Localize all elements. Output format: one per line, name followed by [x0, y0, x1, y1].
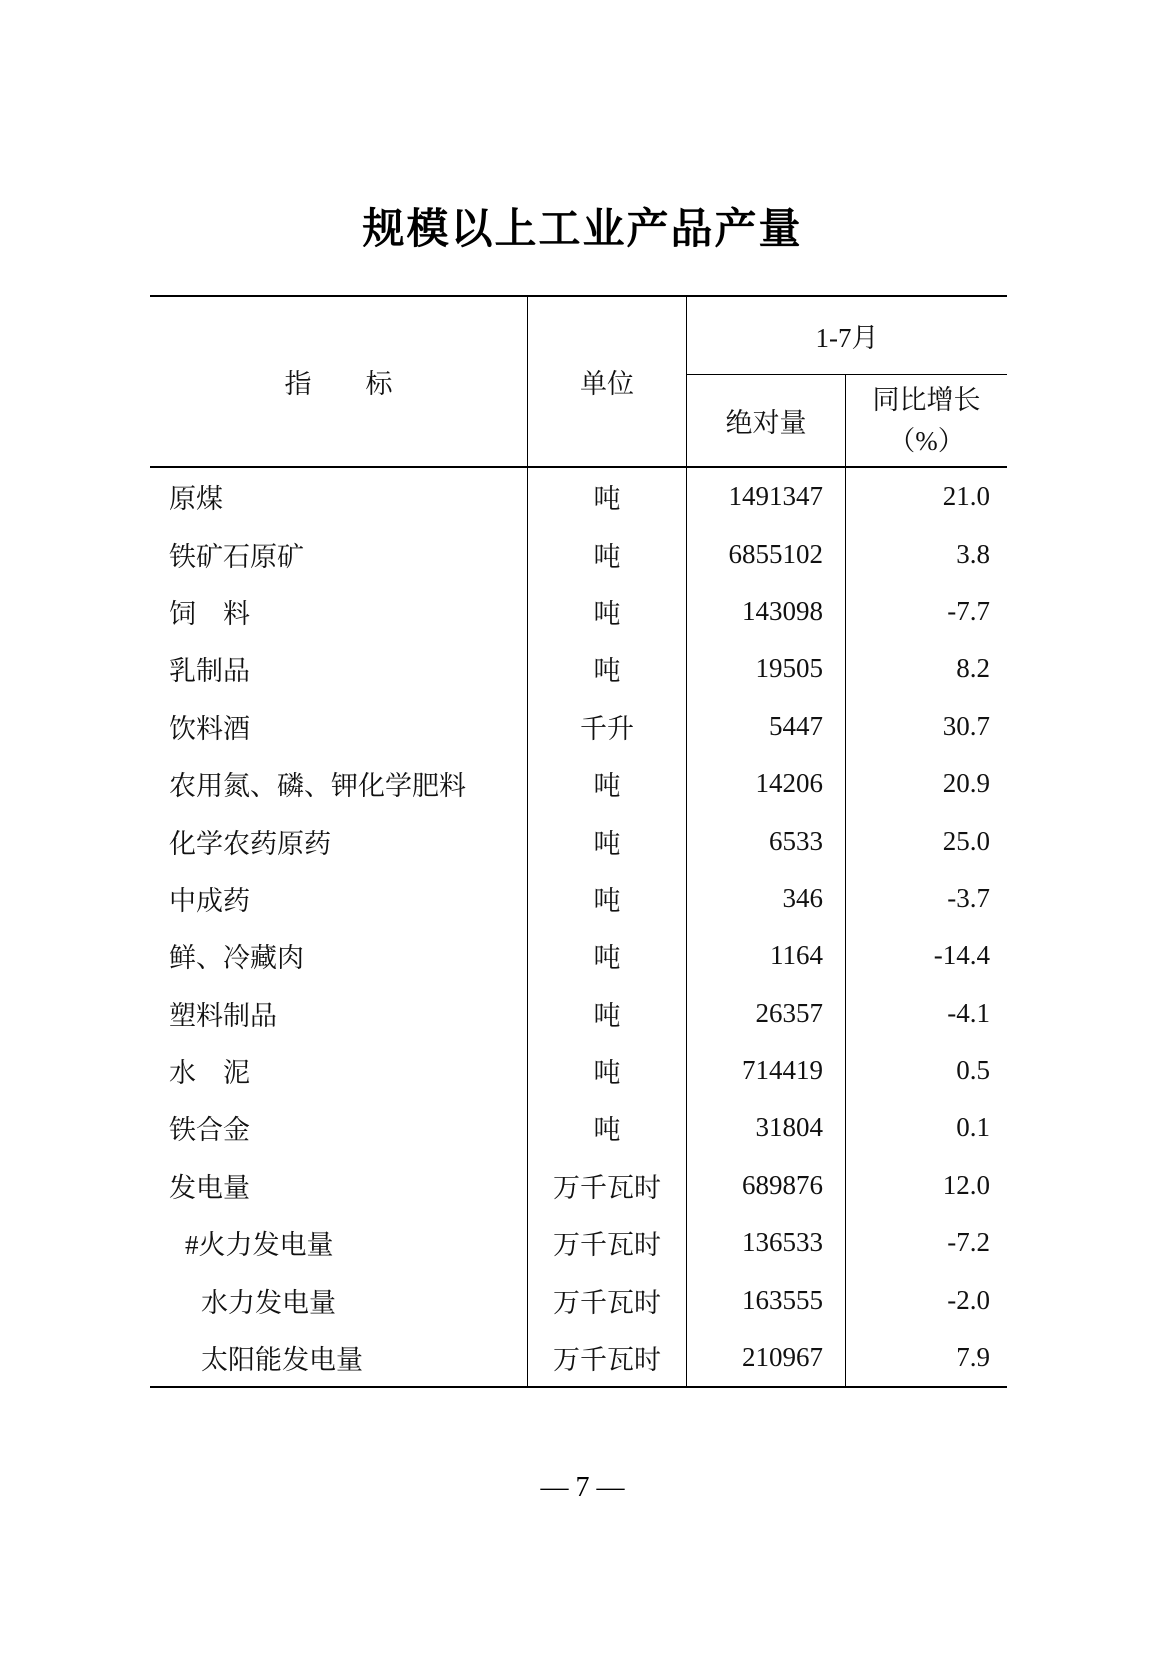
- row-indicator: 饲 料: [150, 583, 528, 640]
- row-indicator: 太阳能发电量: [150, 1329, 528, 1386]
- row-absolute-quantity: 19505: [687, 640, 846, 697]
- row-unit: 吨: [528, 583, 687, 640]
- row-unit: 吨: [528, 870, 687, 927]
- row-indicator: 化学农药原药: [150, 812, 528, 869]
- row-unit: 吨: [528, 1099, 687, 1156]
- row-yoy-growth: -14.4: [933, 940, 990, 971]
- table-row: [150, 1157, 1007, 1214]
- table-row: [150, 1099, 1007, 1156]
- row-unit: 吨: [528, 1042, 687, 1099]
- page-title: 规模以上工业产品产量: [362, 205, 803, 252]
- row-indicator: 水 泥: [150, 1042, 528, 1099]
- table-row: [150, 698, 1007, 755]
- table-row: [150, 927, 1007, 984]
- row-indicator: 鲜、冷藏肉: [150, 927, 528, 984]
- table-row: [150, 640, 1007, 697]
- row-absolute-quantity: 163555: [687, 1271, 846, 1328]
- table-row: [150, 870, 1007, 927]
- row-yoy-growth: 20.9: [942, 768, 990, 799]
- table-row: [150, 755, 1007, 812]
- row-indicator: 中成药: [150, 870, 528, 927]
- row-indicator: 饮料酒: [150, 698, 528, 755]
- table-row: [150, 525, 1007, 582]
- row-unit: 万千瓦时: [528, 1271, 687, 1328]
- table-row: [150, 1329, 1007, 1386]
- table-row: [150, 985, 1007, 1042]
- header-period: 1-7月: [687, 297, 1007, 375]
- row-unit: 千升: [528, 698, 687, 755]
- row-indicator: 原煤: [150, 468, 528, 525]
- row-unit: 吨: [528, 985, 687, 1042]
- row-yoy-growth: 30.7: [942, 710, 990, 741]
- row-unit: 吨: [528, 812, 687, 869]
- row-indicator: 乳制品: [150, 640, 528, 697]
- table-row: [150, 1214, 1007, 1271]
- row-indicator: 铁矿石原矿: [150, 525, 528, 582]
- row-yoy-growth: 12.0: [942, 1169, 990, 1200]
- industrial-output-table: [150, 295, 1007, 1388]
- row-indicator: #火力发电量: [150, 1214, 528, 1271]
- table-row: [150, 583, 1007, 640]
- table-header: [150, 297, 1007, 468]
- row-absolute-quantity: 136533: [687, 1214, 846, 1271]
- row-absolute-quantity: 1491347: [687, 468, 846, 525]
- row-unit: 吨: [528, 525, 687, 582]
- header-yoy-growth-line2: （%）: [888, 425, 965, 456]
- row-indicator: 农用氮、磷、钾化学肥料: [150, 755, 528, 812]
- row-yoy-growth: -3.7: [947, 882, 990, 913]
- row-absolute-quantity: 6533: [687, 812, 846, 869]
- table-row: [150, 1042, 1007, 1099]
- table-row: [150, 1271, 1007, 1328]
- row-yoy-growth: -7.2: [947, 1227, 990, 1258]
- page-number: — 7 —: [540, 1472, 625, 1503]
- row-unit: 吨: [528, 468, 687, 525]
- row-yoy-growth: 3.8: [956, 538, 990, 569]
- row-yoy-growth: -2.0: [947, 1284, 990, 1315]
- header-indicator: 指 标: [150, 297, 528, 466]
- row-absolute-quantity: 1164: [687, 927, 846, 984]
- table-row: [150, 812, 1007, 869]
- header-absolute-quantity: 绝对量: [687, 375, 846, 466]
- row-unit: 吨: [528, 927, 687, 984]
- row-absolute-quantity: 14206: [687, 755, 846, 812]
- row-unit: 万千瓦时: [528, 1214, 687, 1271]
- row-unit: 万千瓦时: [528, 1329, 687, 1386]
- row-absolute-quantity: 26357: [687, 985, 846, 1042]
- row-indicator: 塑料制品: [150, 985, 528, 1042]
- header-unit: 单位: [528, 297, 687, 466]
- row-absolute-quantity: 31804: [687, 1099, 846, 1156]
- row-absolute-quantity: 714419: [687, 1042, 846, 1099]
- row-absolute-quantity: 346: [687, 870, 846, 927]
- row-yoy-growth: 7.9: [956, 1342, 990, 1373]
- row-absolute-quantity: 5447: [687, 698, 846, 755]
- table-body: [150, 468, 1007, 1386]
- row-yoy-growth: 21.0: [942, 481, 990, 512]
- row-absolute-quantity: 143098: [687, 583, 846, 640]
- row-absolute-quantity: 689876: [687, 1157, 846, 1214]
- row-yoy-growth: 0.5: [956, 1055, 990, 1086]
- row-yoy-growth: -7.7: [947, 595, 990, 626]
- row-indicator: 铁合金: [150, 1099, 528, 1156]
- header-yoy-growth: [846, 375, 1007, 466]
- row-yoy-growth: 8.2: [956, 653, 990, 684]
- row-yoy-growth: 0.1: [956, 1112, 990, 1143]
- row-absolute-quantity: 6855102: [687, 525, 846, 582]
- row-indicator: 发电量: [150, 1157, 528, 1214]
- row-unit: 万千瓦时: [528, 1157, 687, 1214]
- row-absolute-quantity: 210967: [687, 1329, 846, 1386]
- header-yoy-growth-line1: 同比增长: [872, 385, 981, 415]
- row-yoy-growth: 25.0: [942, 825, 990, 856]
- row-unit: 吨: [528, 755, 687, 812]
- table-row: [150, 468, 1007, 525]
- row-indicator: 水力发电量: [150, 1271, 528, 1328]
- row-yoy-growth: -4.1: [947, 997, 990, 1028]
- row-unit: 吨: [528, 640, 687, 697]
